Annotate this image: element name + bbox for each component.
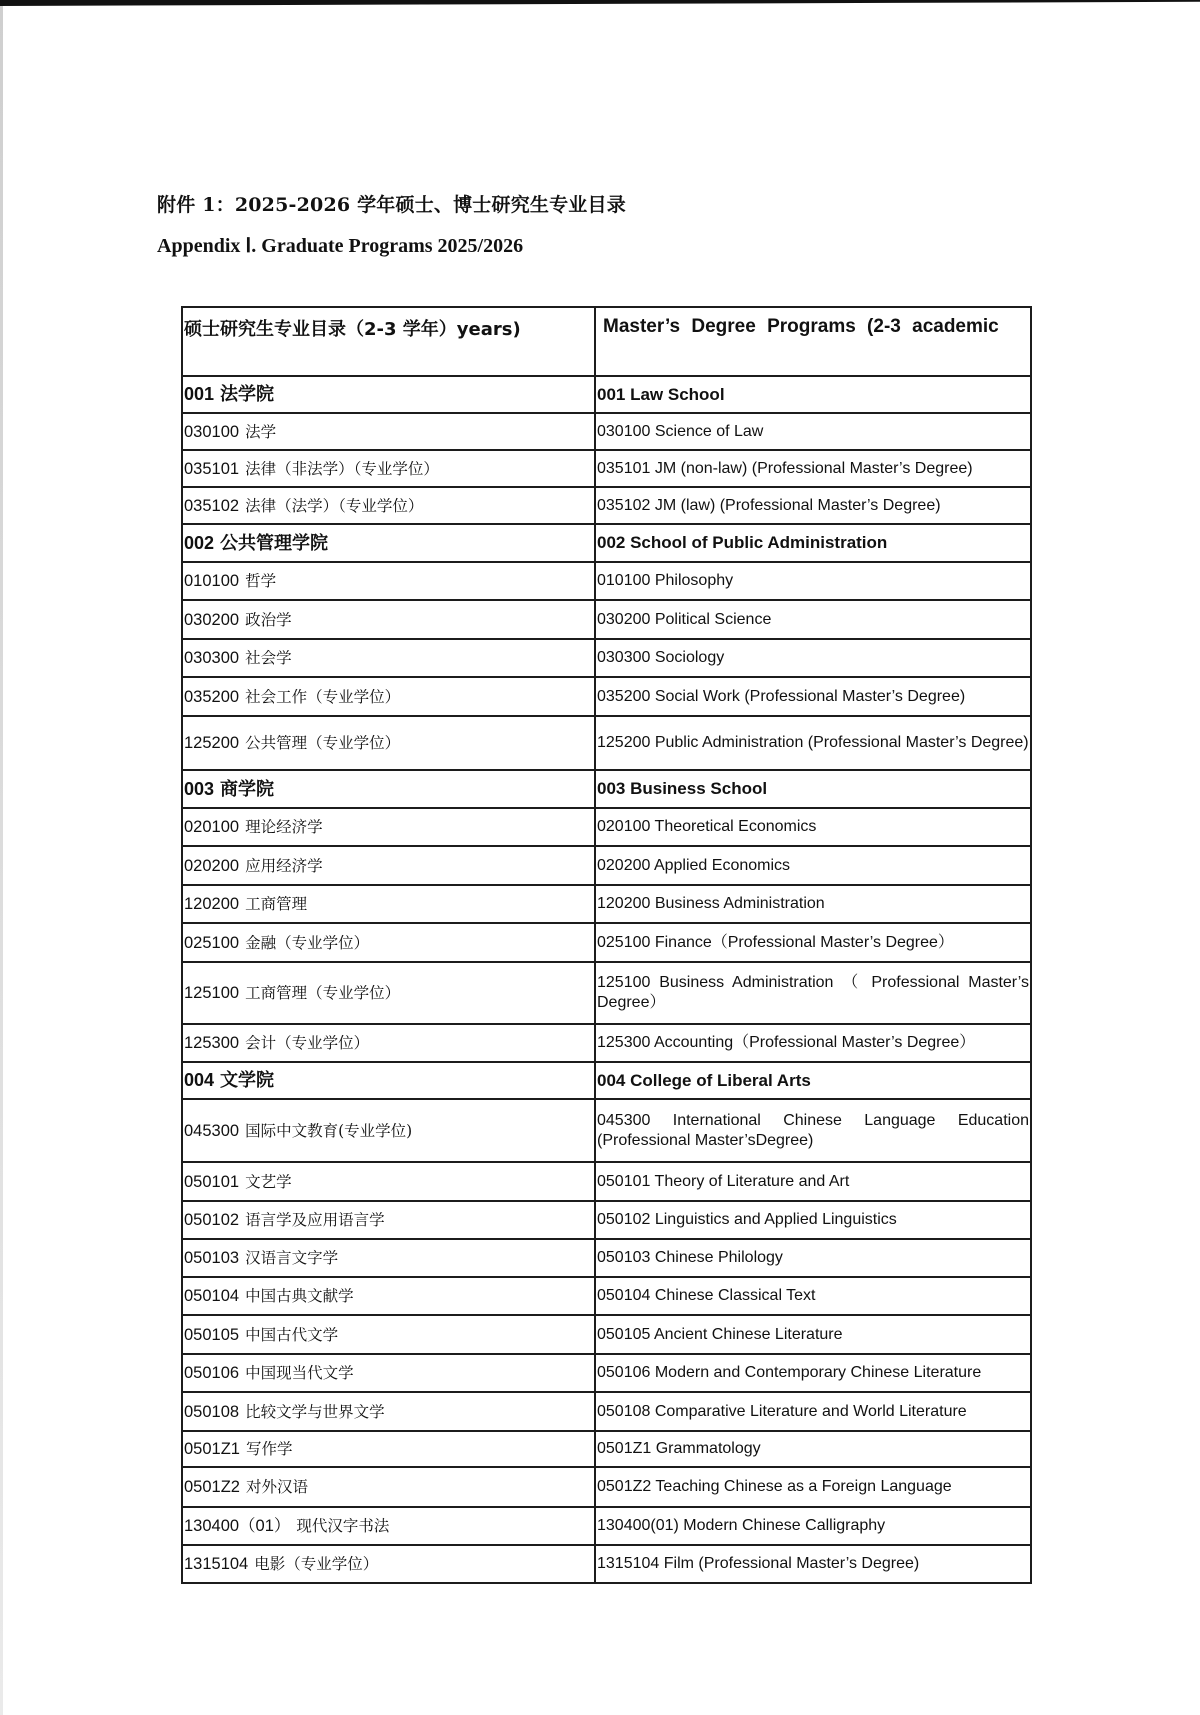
row-name-en: 125300 Accounting（Professional Master’s Degree） [595,1024,1031,1062]
row-name-cn: 应用经济学 [245,856,323,875]
row-name-en: 020100 Theoretical Economics [595,808,1031,846]
row-name-cn: 社会学 [245,649,292,667]
row-name-cn: 法律（法学）（专业学位） [245,496,424,515]
row-code: 050106 [184,1364,240,1382]
row-name-en: 0501Z1 Grammatology [595,1431,1031,1467]
table-row [182,1201,1031,1239]
table-row [182,923,1031,962]
row-code: 050105 [184,1325,240,1344]
row-code: 125300 [184,1034,240,1052]
row-code: 0501Z1 [184,1440,240,1458]
row-name-cn: 汉语言文字学 [245,1249,339,1267]
row-name-cn: 文学院 [220,1070,275,1091]
row-name-cn: 对外汉语 [245,1478,308,1496]
row-code: 030200 [184,610,240,629]
row-name-cn: 法学 [245,422,277,441]
row-name-en: 1315104 Film (Professional Master’s Degree) [595,1545,1031,1583]
table-row [182,1099,1031,1162]
row-name-cn: 写作学 [245,1440,293,1458]
row-code: 030300 [184,649,240,667]
row-name-cn: 工商管理（专业学位） [245,984,401,1002]
row-name-en: 025100 Finance（Professional Master’s Degree） [595,923,1031,962]
row-name-cn: 公共管理学院 [220,532,329,554]
table-row [182,885,1031,923]
row-name-cn: 中国现当代文学 [245,1364,354,1382]
row-name-en: 030300 Sociology [595,639,1031,677]
row-name-en: 045300 International Chinese Language Education (Professional Master’sDegree) [595,1099,1031,1162]
row-name-en: 030200 Political Science [595,600,1031,639]
row-code: 025100 [184,933,240,952]
row-code: 020200 [184,856,240,875]
table-row [182,600,1031,639]
table-row [182,1467,1031,1507]
table-row [182,1239,1031,1277]
row-name-en: 020200 Applied Economics [595,846,1031,885]
row-name-en: 050101 Theory of Literature and Art [595,1162,1031,1201]
table-row [182,1392,1031,1431]
row-name-cn: 比较文学与世界文学 [245,1402,385,1421]
row-name-en: 035101 JM (non-law) (Professional Master’s Degree) [595,450,1031,487]
row-code: 030100 [184,422,240,441]
section-row [182,524,1031,562]
table-row [182,716,1031,770]
row-name-en: 125200 Public Administration (Professional Master’s Degree) [595,716,1031,770]
row-code: 004 [184,1070,215,1090]
table-row [182,677,1031,716]
row-code: 050103 [184,1249,240,1267]
row-name-cn: 中国古典文献学 [245,1287,354,1305]
row-name-en: 004 College of Liberal Arts [595,1062,1031,1099]
row-code: 035101 [184,459,240,478]
table-row [182,962,1031,1024]
table-row [182,1277,1031,1315]
row-code: 020100 [184,818,240,836]
row-name-en: 0501Z2 Teaching Chinese as a Foreign Language [595,1467,1031,1507]
row-name-cn: 国际中文教育(专业学位) [245,1121,413,1140]
row-code: 050101 [184,1172,240,1191]
row-name-cn: 法律（非法学）（专业学位） [245,459,439,478]
table-row [182,1431,1031,1467]
table-row [182,808,1031,846]
row-code: 035200 [184,687,240,706]
table-row [182,562,1031,600]
row-name-cn: 会计（专业学位） [245,1034,370,1052]
row-code: 050102 [184,1211,240,1229]
row-name-en: 050104 Chinese Classical Text [595,1277,1031,1315]
table-row [182,1354,1031,1392]
appendix-title-cn: 附件 1：2025-2026 学年硕士、博士研究生专业目录 [157,194,626,216]
row-name-cn: 现代汉字书法 [296,1517,390,1535]
row-name-en: 030100 Science of Law [595,413,1031,450]
table-row [182,1162,1031,1201]
row-code: 125100 [184,984,240,1002]
row-name-en: 050106 Modern and Contemporary Chinese Literature [595,1354,1031,1392]
row-name-en: 120200 Business Administration [595,885,1031,923]
row-name-cn: 金融（专业学位） [245,933,370,952]
row-name-en: 002 School of Public Administration [595,524,1031,562]
row-code: 120200 [184,895,240,913]
table-row [182,487,1031,524]
row-name-cn: 电影（专业学位） [254,1555,379,1573]
scan-edge-left [0,6,3,1715]
row-name-en: 050102 Linguistics and Applied Linguistics [595,1201,1031,1239]
row-name-cn: 法学院 [220,384,275,405]
row-name-cn: 工商管理 [245,895,308,913]
scan-edge-top [0,0,1200,6]
row-code: 0501Z2 [184,1478,240,1496]
row-code: 050104 [184,1287,240,1305]
row-code: 001 [184,384,215,404]
row-code: 050108 [184,1402,240,1421]
row-code: 010100 [184,572,240,590]
row-name-cn: 公共管理（专业学位） [245,734,401,752]
row-code: 125200 [184,734,240,752]
row-code: 002 [184,532,215,553]
table-row [182,639,1031,677]
appendix-title-en: Appendix Ⅰ. Graduate Programs 2025/2026 [157,235,524,257]
row-code: 003 [184,778,215,799]
row-name-en: 035102 JM (law) (Professional Master’s Degree) [595,487,1031,524]
row-name-en: 050105 Ancient Chinese Literature [595,1315,1031,1354]
table-header-row [182,307,1031,376]
row-name-en: 050103 Chinese Philology [595,1239,1031,1277]
row-code: 130400（01） [184,1517,291,1535]
row-name-en: 001 Law School [595,376,1031,413]
table-row [182,1024,1031,1062]
row-name-en: 125100 Business Administration （ Professional Master’s Degree） [595,962,1031,1024]
section-row [182,1062,1031,1099]
row-name-en: 035200 Social Work (Professional Master’s Degree) [595,677,1031,716]
table-row [182,1545,1031,1583]
row-name-cn: 文艺学 [245,1172,292,1191]
row-code: 1315104 [184,1555,249,1573]
row-code: 035102 [184,496,240,515]
row-name-cn: 政治学 [245,610,292,629]
row-code: 045300 [184,1121,240,1140]
table-row [182,1507,1031,1545]
row-name-cn: 哲学 [245,572,277,590]
row-name-en: 003 Business School [595,770,1031,808]
row-name-cn: 商学院 [220,778,275,800]
section-row [182,376,1031,413]
table-row [182,413,1031,450]
row-name-en: 130400(01) Modern Chinese Calligraphy [595,1507,1031,1545]
row-name-cn: 语言学及应用语言学 [245,1211,385,1229]
table-row [182,450,1031,487]
header-cn: 硕士研究生专业目录（2-3 学年）years) [182,307,595,376]
row-name-cn: 理论经济学 [245,818,323,836]
row-name-en: 010100 Philosophy [595,562,1031,600]
row-name-en: 050108 Comparative Literature and World Literature [595,1392,1031,1431]
table-row [182,1315,1031,1354]
programs-table [181,306,1032,1584]
row-name-cn: 社会工作（专业学位） [245,687,401,706]
header-en: Master’s Degree Programs (2-3 academic [595,307,1031,376]
table-row [182,846,1031,885]
section-row [182,770,1031,808]
row-name-cn: 中国古代文学 [245,1325,339,1344]
